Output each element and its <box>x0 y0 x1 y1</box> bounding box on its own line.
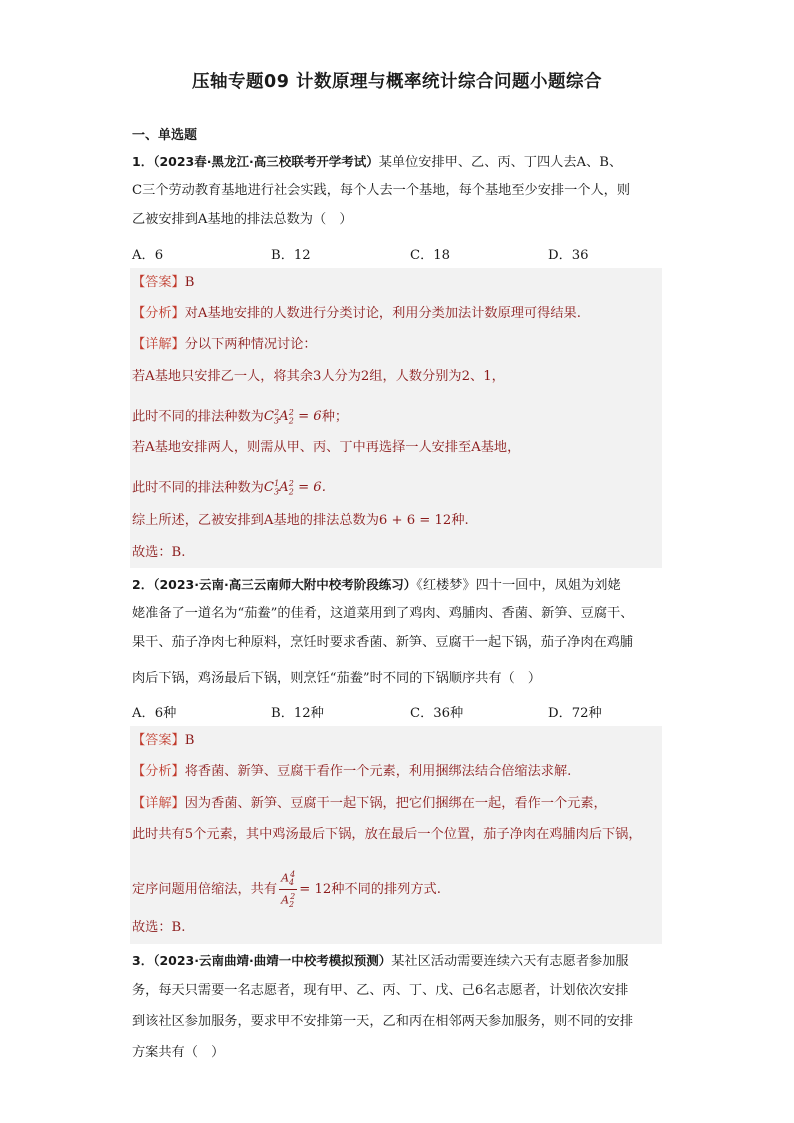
question-2-detail-line-1: 此时共有5个元素，其中鸡汤最后下锅，放在最后一个位置，茄子净肉在鸡脯肉后下锅， <box>132 827 642 842</box>
question-1-number: 1． <box>132 154 154 169</box>
question-2-detail <box>132 794 607 814</box>
question-3-text-1: 某社区活动需要连续六天有志愿者参加服 <box>391 954 629 969</box>
section-heading: 一、单选题 <box>132 128 198 143</box>
formula-a44-over-a22: $\frac{A_4^4}{A_2^2}$ <box>281 870 296 909</box>
question-3-line-1 <box>132 951 629 972</box>
question-1-source: （2023春·黑龙江·高三校联考开学考试） <box>153 154 379 169</box>
question-1-detail-line-1: 若A基地只安排乙一人，将其余3人分为2组，人数分别为2、1， <box>132 369 505 384</box>
detail-suffix: 种； <box>321 409 349 425</box>
page-title: 压轴专题09 计数原理与概率统计综合问题小题综合 <box>192 72 602 92</box>
question-2-option-b: B．12种 <box>271 706 324 721</box>
detail-prefix: 定序问题用倍缩法，共有 <box>132 881 278 897</box>
answer-value: B <box>184 733 195 748</box>
question-2-line-2: 姥准备了一道名为“茄鲞”的佳肴，这道菜用到了鸡肉、鸡脯肉、香菌、新笋、豆腐干、 <box>132 606 634 621</box>
analysis-text: 对A基地安排的人数进行分类讨论，利用分类加法计数原理可得结果. <box>184 306 581 321</box>
question-1-conclusion: 故选：B. <box>132 545 186 560</box>
question-2-conclusion: 故选：B. <box>132 920 186 935</box>
analysis-tag: 【分析】 <box>132 306 185 321</box>
detail-prefix: 此时不同的排法种数为 <box>132 409 264 425</box>
question-1-detail-line-2 <box>132 403 348 432</box>
question-2-option-c: C．36种 <box>410 706 464 721</box>
question-1-line-3: 乙被安排到A基地的排法总数为（ ） <box>132 212 353 227</box>
question-1-option-b: B．12 <box>271 248 311 263</box>
formula-c31-a22: $C_3^1A_2^2 = 6$. <box>263 479 326 498</box>
detail-tag: 【详解】 <box>132 796 185 811</box>
question-1-detail-line-5: 综上所述，乙被安排到A基地的排法总数为6 + 6 = 12种. <box>132 513 469 528</box>
analysis-text: 将香菌、新笋、豆腐干看作一个元素，利用捆绑法结合倍缩法求解. <box>184 764 572 779</box>
question-2-line-3: 果干、茄子净肉七种原料，烹饪时要求香菌、新笋、豆腐干一起下锅，茄子净肉在鸡脯 <box>132 635 634 650</box>
question-3-line-2: 务，每天只需要一名志愿者，现有甲、乙、丙、丁、戊、己6名志愿者，计划依次安排 <box>132 983 629 998</box>
answer-tag: 【答案】 <box>132 733 185 748</box>
question-1-option-c: C．18 <box>410 248 451 263</box>
question-1-line-1 <box>132 152 622 173</box>
question-3-number: 3． <box>132 953 154 968</box>
question-2-number: 2． <box>132 577 154 592</box>
question-2-detail-line-2 <box>132 868 441 911</box>
detail-text: 分以下两种情况讨论： <box>184 337 317 352</box>
question-1-option-a: A．6 <box>132 248 164 263</box>
question-3-line-3: 到该社区参加服务，要求甲不安排第一天，乙和丙在相邻两天参加服务，则不同的安排 <box>132 1014 634 1029</box>
question-2-option-d: D．72种 <box>548 706 602 721</box>
detail-text: 因为香菌、新笋、豆腐干一起下锅，把它们捆绑在一起，看作一个元素， <box>184 796 607 811</box>
detail-prefix: 此时不同的排法种数为 <box>132 480 264 496</box>
question-1-answer <box>132 273 194 293</box>
question-1-option-d: D．36 <box>548 248 589 263</box>
question-1-detail <box>132 335 317 355</box>
question-2-analysis <box>132 762 571 782</box>
question-1-analysis <box>132 304 581 324</box>
question-2-line-4: 肉后下锅，鸡汤最后下锅，则烹饪“茄鲞”时不同的下锅顺序共有（ ） <box>132 671 542 686</box>
answer-value: B <box>184 275 195 290</box>
analysis-tag: 【分析】 <box>132 764 185 779</box>
question-2-source: （2023·云南·高三云南师大附中校考阶段练习） <box>153 577 417 592</box>
detail-tag: 【详解】 <box>132 337 185 352</box>
question-1-text-1: 某单位安排甲、乙、丙、丁四人去A、B、 <box>378 155 623 170</box>
answer-tag: 【答案】 <box>132 275 185 290</box>
formula-c32-a22: $C_3^2A_2^2 = 6$ <box>263 408 322 427</box>
question-1-line-2: C三个劳动教育基地进行社会实践，每个人去一个基地，每个基地至少安排一个人，则 <box>132 183 631 198</box>
question-3-source: （2023·云南曲靖·曲靖一中校考模拟预测） <box>153 953 392 968</box>
question-3-line-4: 方案共有（ ） <box>132 1045 225 1060</box>
question-2-option-a: A．6种 <box>132 706 177 721</box>
detail-suffix: = 12种不同的排列方式. <box>299 881 441 897</box>
question-2-text-1: 《红楼梦》四十一回中，凤姐为刘姥 <box>416 578 621 593</box>
question-1-detail-line-3: 若A基地安排两人，则需从甲、丙、丁中再选择一人安排至A基地， <box>132 440 521 455</box>
question-1-detail-line-4 <box>132 474 326 503</box>
question-2-line-1 <box>132 575 621 596</box>
question-2-answer <box>132 731 194 751</box>
